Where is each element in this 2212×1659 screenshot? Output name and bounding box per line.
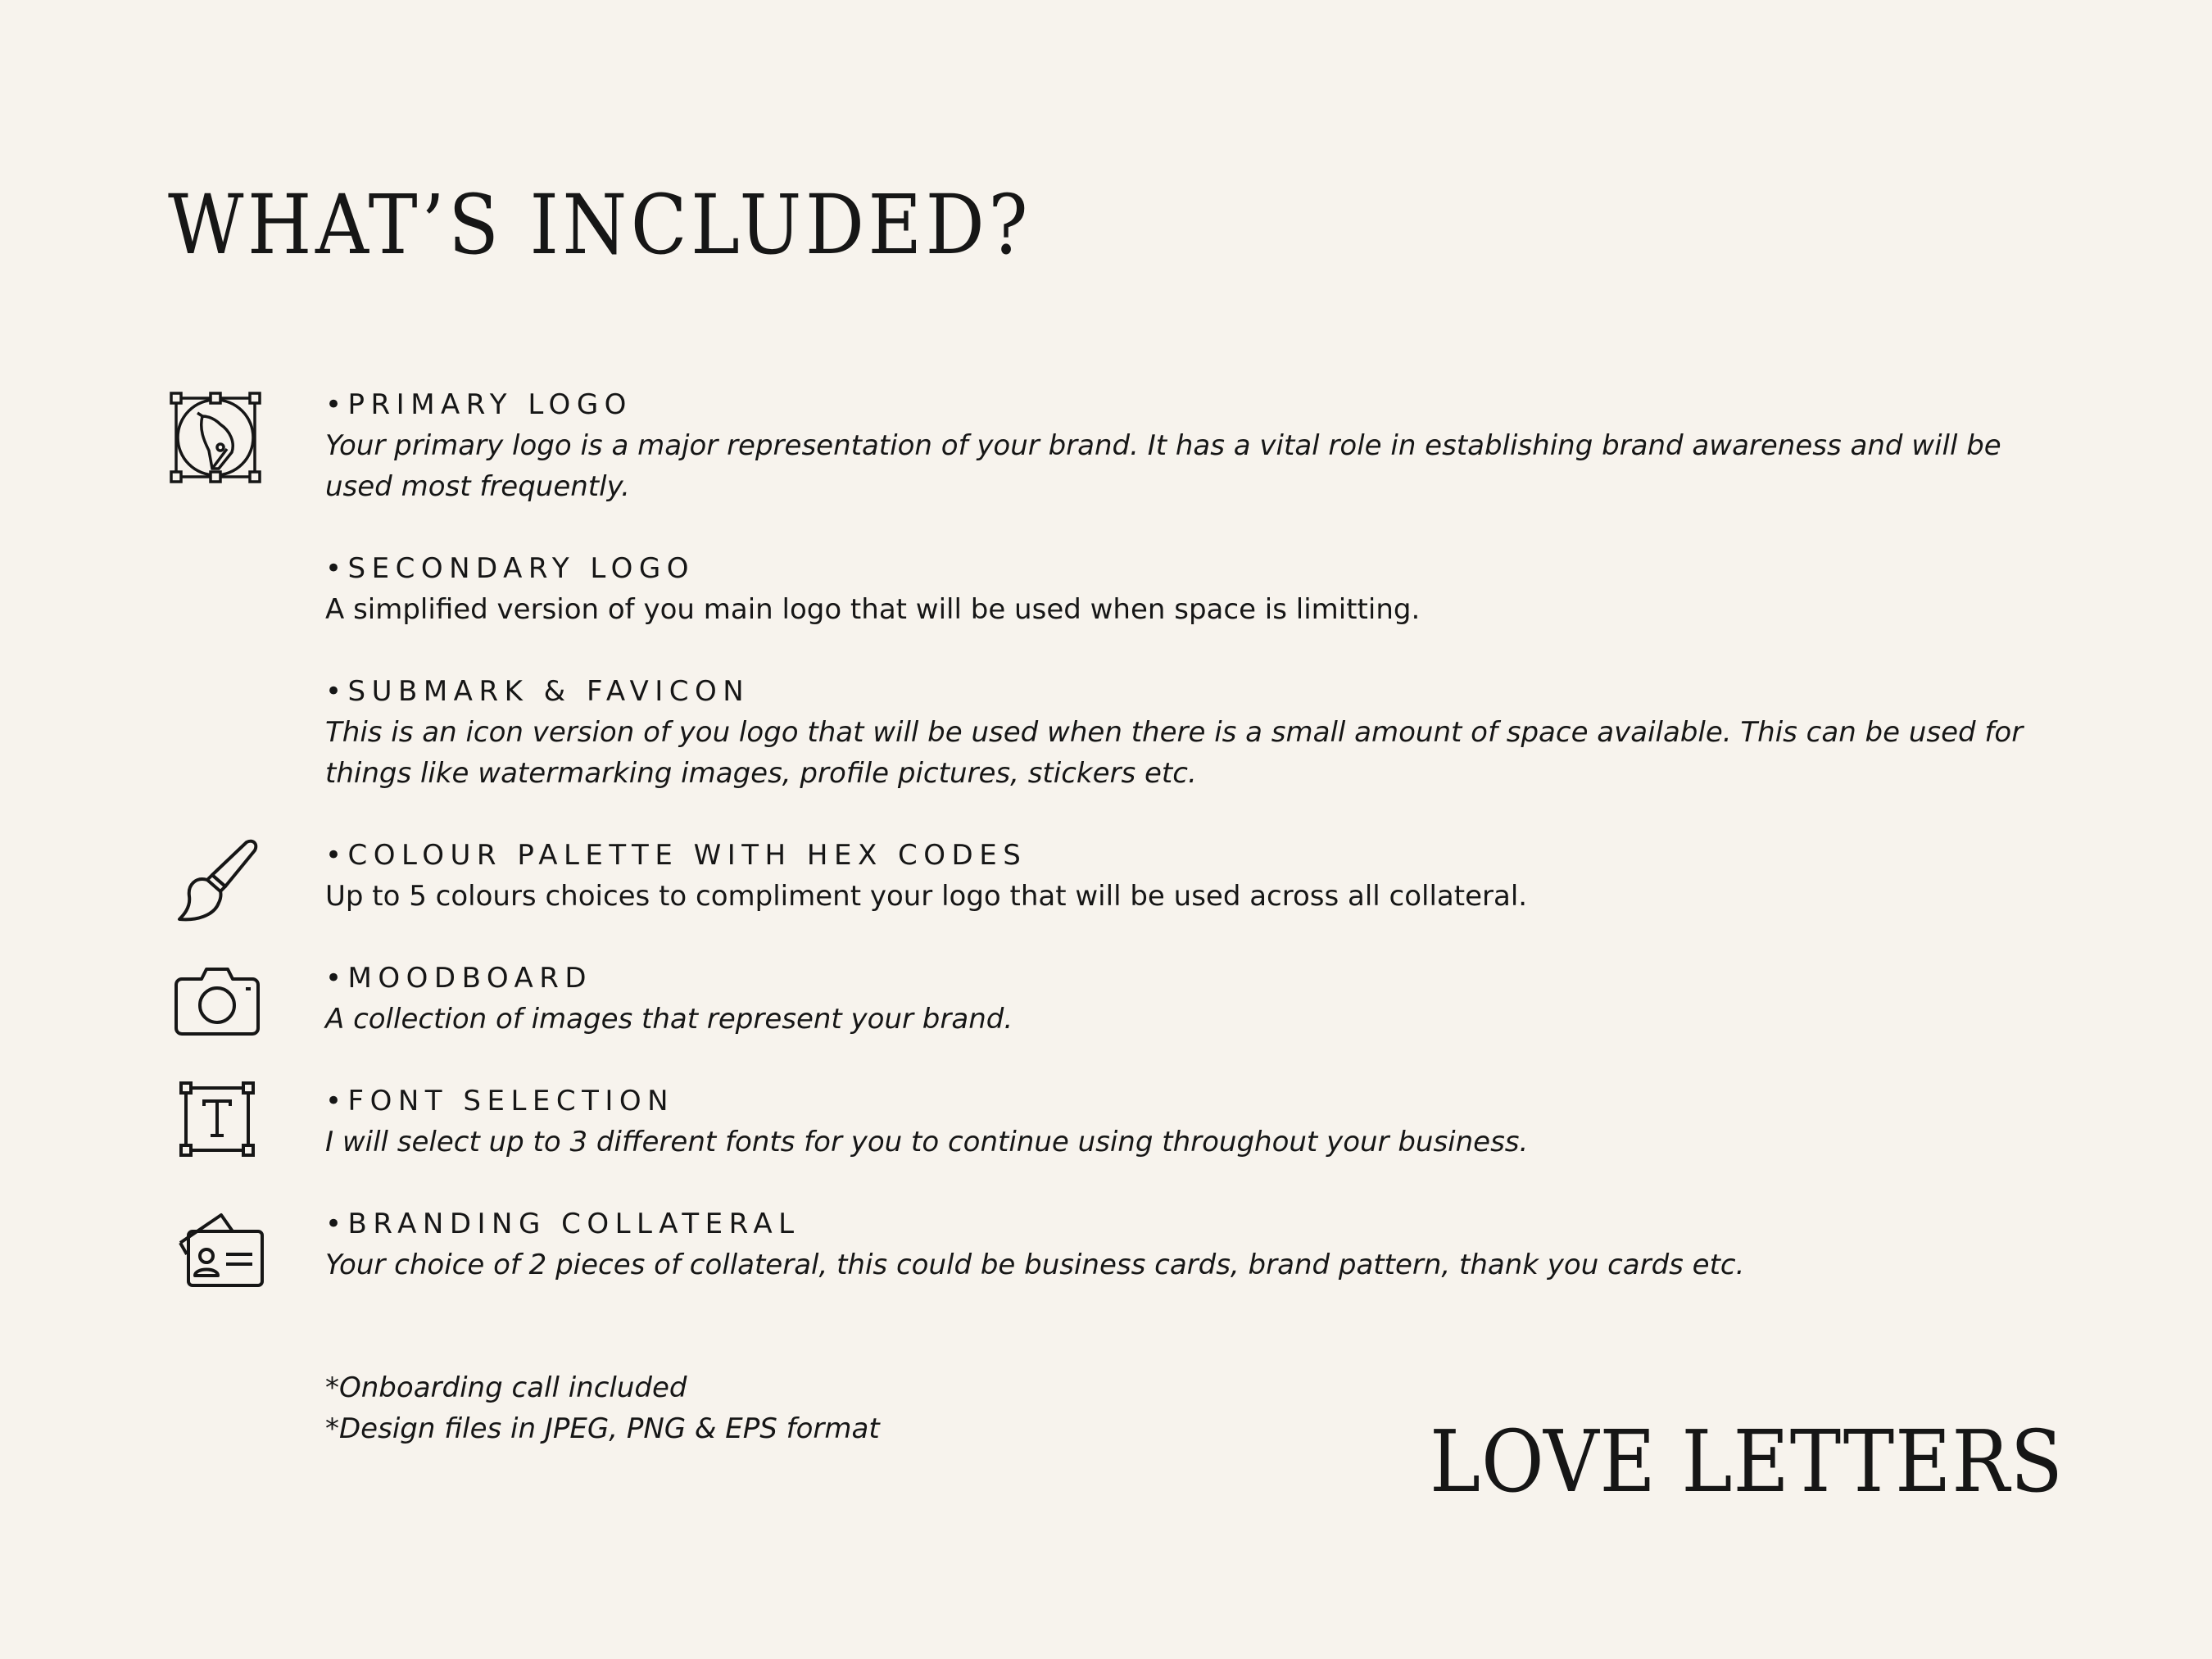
list-item-primary-logo [325, 384, 2062, 507]
list-item-secondary-logo [325, 548, 2062, 630]
pen-nib-frame-icon [170, 392, 261, 483]
list-item-submark-favicon [325, 671, 2062, 794]
list-item-moodboard [325, 958, 2062, 1040]
camera-icon [174, 964, 261, 1036]
list-item-font-selection [325, 1081, 2062, 1163]
item-description: A simplified version of you main logo that will be used when space is limitting. [325, 593, 1421, 626]
item-heading: •COLOUR PALETTE WITH HEX CODES [325, 839, 1027, 872]
list-item-colour-palette [325, 835, 2062, 917]
paintbrush-icon [175, 837, 260, 922]
item-description: Your primary logo is a major representation of your brand. It has a vital role in establishing brand awareness and will be used most frequently. [325, 429, 2001, 503]
brand-logo-text: LOVE LETTERS [1430, 1412, 2064, 1512]
item-description: This is an icon version of you logo that will be used when there is a small amount of space available. This can be used for things like watermarking images, profile pictures, stickers etc. [325, 716, 2024, 790]
note-design-files: *Design files in JPEG, PNG & EPS format [325, 1412, 880, 1445]
list-item-branding-collateral [325, 1203, 2062, 1285]
item-heading: •SECONDARY LOGO [325, 552, 696, 585]
item-description: I will select up to 3 different fonts for you to continue using throughout your business. [325, 1126, 1529, 1158]
item-heading: •SUBMARK & FAVICON [325, 675, 750, 708]
item-heading: •FONT SELECTION [325, 1085, 675, 1117]
item-heading: •PRIMARY LOGO [325, 388, 632, 421]
item-description: A collection of images that represent your brand. [325, 1003, 1013, 1036]
item-description: Your choice of 2 pieces of collateral, this could be business cards, brand pattern, thank you cards etc. [325, 1249, 1745, 1281]
item-heading: •MOODBOARD [325, 962, 593, 995]
business-card-icon [175, 1210, 265, 1292]
note-onboarding-call: *Onboarding call included [325, 1371, 687, 1404]
item-heading: •BRANDING COLLATERAL [325, 1208, 800, 1240]
page-title: WHAT’S INCLUDED? [168, 177, 1032, 273]
text-frame-icon [179, 1081, 255, 1157]
item-description: Up to 5 colours choices to compliment your logo that will be used across all collateral. [325, 880, 1528, 913]
